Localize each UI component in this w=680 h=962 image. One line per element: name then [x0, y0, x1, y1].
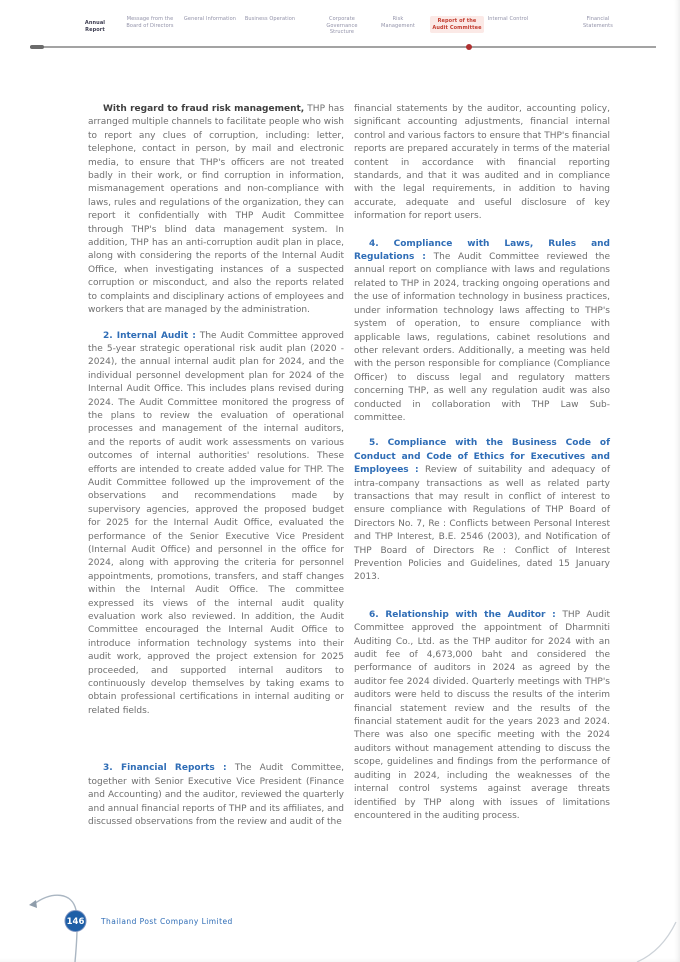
nav-tab-financial-statements[interactable]: Financial Statements: [583, 16, 613, 29]
nav-divider-line: [30, 46, 656, 48]
section-heading-financial-reports: 3. Financial Reports :: [103, 763, 235, 774]
nav-tab-business-operation[interactable]: Business Operation: [244, 16, 296, 22]
paragraph-code-of-conduct: [354, 437, 610, 584]
paragraph-financial-reports: [88, 762, 344, 829]
nav-line-start-cap: [30, 45, 44, 49]
paragraph-body-text: THP has arranged multiple channels to facilitate people who wish to report any clues of corruption, including: letter, telephone, contact in person, by mail and electronic media, to ensure that THP's officers are not treated badly in their work, or find corruption in information, mismanagement operations and non-compliance with laws, rules and regulations of the organization, they can report it confidentially with THP Audit Committee through THP's blind data management system. In addition, THP has an anti-corruption audit plan in place, along with considering the reports of the Internal Audit Office, when investigating instances of a suspected corruption or misconduct, and also the reports related to complaints and disciplinary actions of employees and workers that are managed by the administration.: [88, 104, 345, 316]
paragraph-financial-reports-continued: [354, 103, 610, 224]
top-navigation: [0, 0, 680, 52]
nav-tab-message-board[interactable]: Message from the Board of Directors: [126, 16, 174, 29]
nav-tab-internal-control[interactable]: Internal Control: [487, 16, 529, 22]
corner-arc-line: [637, 922, 676, 962]
paragraph-relationship-auditor: [354, 609, 610, 824]
active-tab-indicator-dot: [466, 44, 472, 50]
paragraph-body-text: THP Audit Committee approved the appointment of Dharmniti Auditing Co., Ltd. as the THP auditor for 2024 with an audit fee of 4,673,000 baht and considered the performance of auditors in 2024 as agreed by the auditor fee 2024 divided. Quarterly meetings with THP's auditors were held to discuss the results of the interim financial statement review and the results of the financial statement audit for the years 2023 and 2024. There was also one specific meeting with the 2024 auditors without management attending to discuss the scope, guidelines and findings from the performance of auditing in 2024, including the weaknesses of the internal control systems against average threats identified by THP along with issues of limitations encountered in the auditing process.: [354, 609, 610, 821]
nav-tab-risk-management[interactable]: Risk Management: [381, 16, 415, 29]
paragraph-lead-text: With regard to fraud risk management,: [103, 104, 305, 114]
section-heading-compliance-laws: 4. Compliance with Laws, Rules and Regulations :: [354, 238, 610, 263]
section-heading-internal-audit: 2. Internal Audit :: [103, 330, 200, 341]
paragraph-fraud-risk-management: [88, 103, 344, 318]
nav-tab-annual-report[interactable]: Annual Report: [84, 20, 106, 33]
left-column: [88, 103, 344, 829]
paragraph-body-text: financial statements by the auditor, accounting policy, significant accounting adjustments, financial internal control and various factors to ensure that THP's financial reports are prepared accurately in terms of the material content in accordance with financial reporting standards, and that it was audited and in compliance with the legal requirements, in addition to having accurate, adequate and useful disclosure of key information for report users.: [354, 104, 610, 222]
nav-tab-governance-structure[interactable]: Corporate Governance Structure: [326, 16, 358, 35]
paragraph-body-text: The Audit Committee, together with Senior Executive Vice President (Finance and Accounting) and the auditor, reviewed the quarterly and annual financial reports of THP and its affiliates, and discussed observations from the review and audit of the: [88, 763, 344, 827]
nav-tab-general-information[interactable]: General Information: [183, 16, 237, 22]
paragraph-internal-audit: [88, 330, 344, 719]
corner-decoration: [634, 920, 680, 962]
company-name: Thailand Post Company Limited: [101, 917, 233, 926]
paragraph-compliance-laws: [354, 238, 610, 426]
right-column: [354, 103, 610, 829]
article-body: [88, 103, 610, 829]
section-heading-relationship-auditor: 6. Relationship with the Auditor :: [369, 609, 563, 620]
paragraph-body-text: Review of suitability and adequacy of intra-company transactions as well as related party transactions that may result in conflict of interest to ensure compliance with Regulations of THP Board of Directors No. 7, Re : Conflicts between Personal Interest and THP Interest, B.E. 2546 (2003), and Notification of THP Board of Directors Re : Conflict of Interest Prevention Policies and Guidelines, dated 15 January 2013.: [354, 465, 610, 583]
paragraph-body-text: The Audit Committee approved the 5-year strategic operational risk audit plan (2020 - 2024), the annual internal audit plan for 2024, and the individual personnel development plan for 2024 of the Internal Audit Office. This includes plans revised during 2024. The Audit Committee monitored the progress of the plans to review the evaluation of operational processes and management of the internal auditors, and the reports of audit work assessments on various outcomes of internal authorities' resolutions. These efforts are intended to create added value for THP. The Audit Committee followed up the improvement of the observations and recommendations made by supervisory agencies, approved the proposed budget for 2025 for the Internal Audit Office, evaluated the performance of the Senior Executive Vice President (Internal Audit Office) and personnel in the office for 2024, along with approving the criteria for personnel appointments, promotions, transfers, and staff changes within the Internal Audit Office. The committee expressed its views of the internal audit quality evaluation work also reviewed. In addition, the Audit Committee encouraged the Internal Audit Office to introduce information technology systems into their audit work, approved the project extension for 2025 proceeded, and supported internal auditors to continuously develop themselves by taking exams to obtain professional certifications in internal auditing or related fields.: [88, 330, 344, 716]
footer-swoosh-arrowhead-icon: [29, 900, 37, 908]
nav-tab-audit-committee-report[interactable]: Report of the Audit Committee: [430, 16, 484, 33]
paragraph-body-text: The Audit Committee reviewed the annual report on compliance with laws and regulations related to THP in 2024, tracking ongoing operations and the use of information technology in business practices, under information technology laws affecting to THP's system of operation, to ensure compliance with applicable laws, regulations, cabinet resolutions and other relevant orders. Additionally, a meeting was held with the person responsible for compliance (Compliance Officer) to discuss legal and regulatory matters concerning THP, as well any regulation audit was also conducted in collaboration with THP Law Sub-committee.: [354, 252, 610, 423]
section-heading-code-of-conduct: 5. Compliance with the Business Code of Conduct and Code of Ethics for Executives and Employees :: [354, 438, 610, 476]
page-number: 146: [66, 917, 85, 927]
